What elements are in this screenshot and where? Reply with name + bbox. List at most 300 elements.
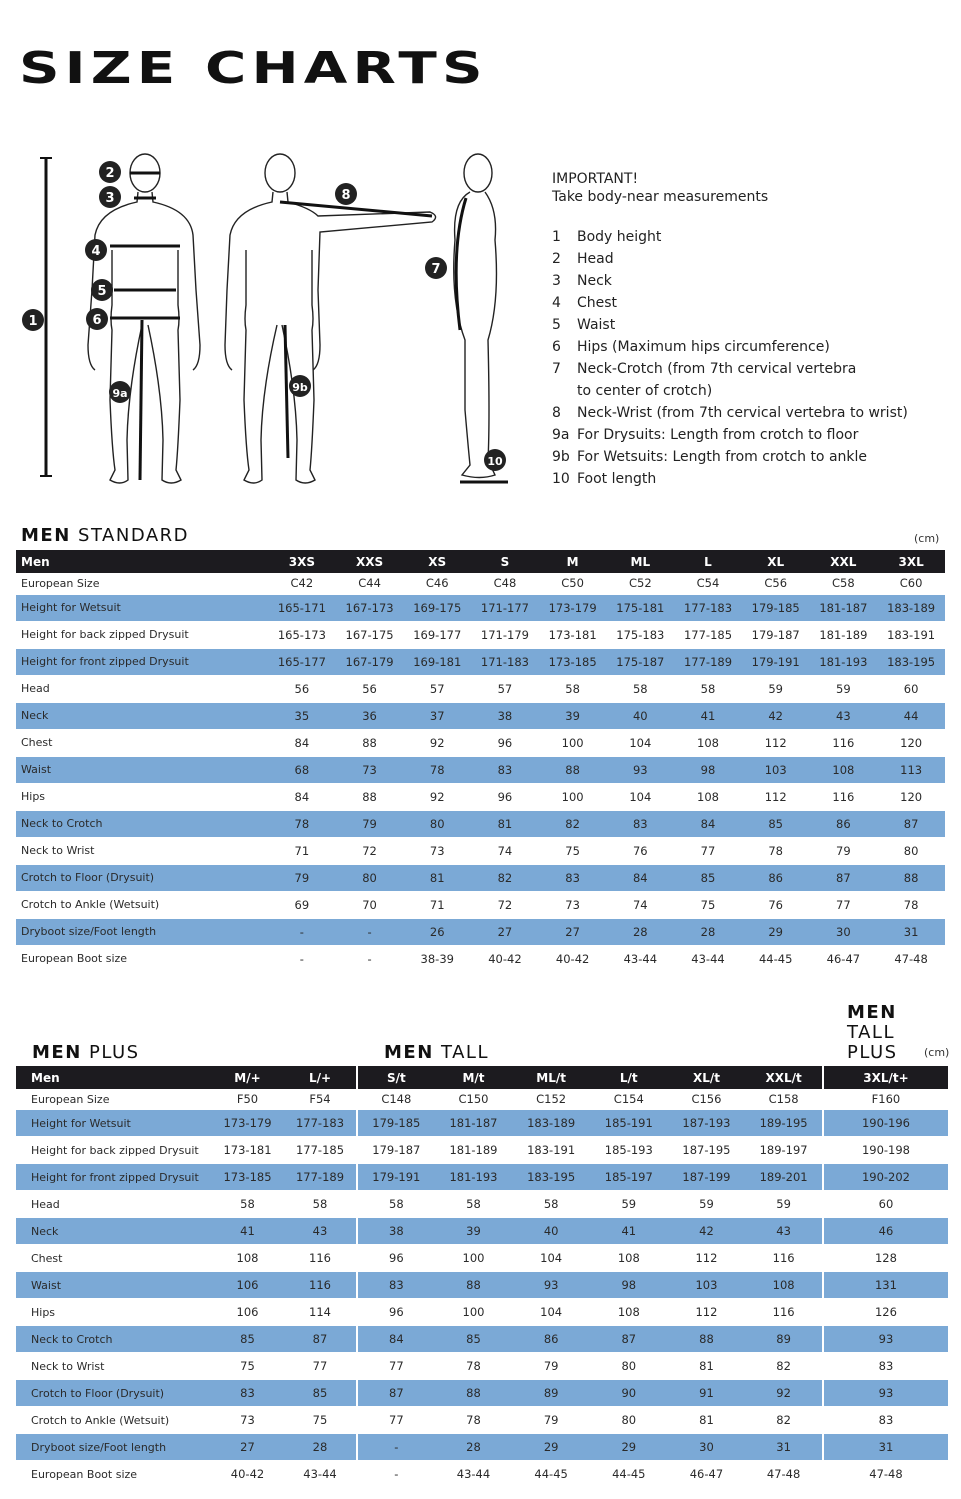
table-cell: 85 (674, 864, 742, 891)
plus-cell: 173-185 (211, 1164, 284, 1191)
tall-cell: 58 (435, 1191, 513, 1218)
tall-cell: 80 (590, 1407, 668, 1434)
legend-text: Waist (577, 317, 616, 333)
table-cell: 36 (336, 702, 404, 729)
tall-cell: 187-193 (668, 1110, 746, 1137)
table-row (16, 675, 945, 702)
row-label: Head (16, 675, 268, 702)
tall-cell: C150 (435, 1089, 513, 1110)
legend-number: 6 (552, 339, 561, 355)
row-label: Crotch to Floor (Drysuit) (16, 1380, 211, 1407)
svg-text:6: 6 (92, 313, 102, 328)
page-title: SIZE CHARTS (19, 43, 488, 94)
table-row (16, 837, 945, 864)
table-row (16, 1380, 948, 1407)
legend-number: 9a (552, 427, 570, 443)
legend-item (552, 446, 908, 468)
table-cell: 103 (742, 756, 810, 783)
tall-cell: 81 (668, 1353, 746, 1380)
size-header: XXS (336, 550, 404, 573)
table-cell: 171-177 (471, 594, 539, 621)
table-row (16, 1137, 948, 1164)
marker-9b (289, 375, 311, 397)
table-cell: 77 (810, 891, 878, 918)
row-label: Height for front zipped Drysuit (16, 648, 268, 675)
table-cell: 169-181 (403, 648, 471, 675)
marker-5 (91, 279, 113, 301)
plus-cell: 87 (284, 1326, 357, 1353)
legend-text: Neck-Crotch (from 7th cervical vertebra (577, 361, 857, 377)
table-row (16, 573, 945, 594)
tall-cell: 112 (668, 1299, 746, 1326)
table-cell: 93 (606, 756, 674, 783)
table-cell: 80 (403, 810, 471, 837)
row-label: Dryboot size/Foot length (16, 1434, 211, 1461)
table-cell: 120 (877, 783, 945, 810)
plus-cell: F50 (211, 1089, 284, 1110)
table-cell: 44 (877, 702, 945, 729)
legend-text: For Wetsuits: Length from crotch to ankle (577, 449, 868, 465)
table-cell: 108 (674, 729, 742, 756)
tall-cell: 39 (435, 1218, 513, 1245)
table-cell: C56 (742, 573, 810, 594)
tall-cell: 82 (745, 1353, 823, 1380)
table-cell: 82 (471, 864, 539, 891)
tall-cell: 100 (435, 1299, 513, 1326)
table-cell: - (336, 918, 404, 945)
size-header: 3XL (877, 550, 945, 573)
table-cell: 177-189 (674, 648, 742, 675)
tall-cell: 78 (435, 1353, 513, 1380)
table-cell: C46 (403, 573, 471, 594)
row-label: Crotch to Floor (Drysuit) (16, 864, 268, 891)
table-cell: 29 (742, 918, 810, 945)
tall-cell: 59 (745, 1191, 823, 1218)
tall-cell: 82 (745, 1407, 823, 1434)
table-cell: 88 (539, 756, 607, 783)
row-label: Height for back zipped Drysuit (16, 621, 268, 648)
legend-item (552, 358, 908, 380)
legend-number (552, 380, 577, 402)
tall-cell: 47-48 (745, 1461, 823, 1488)
tall-cell: 179-187 (357, 1137, 435, 1164)
tall-cell: 30 (668, 1434, 746, 1461)
table-cell: 167-175 (336, 621, 404, 648)
row-label: Neck (16, 702, 268, 729)
tall-cell: 108 (745, 1272, 823, 1299)
legend-text: Body height (577, 229, 662, 245)
table-cell: 27 (539, 918, 607, 945)
table-cell: 68 (268, 756, 336, 783)
size-header: S (471, 550, 539, 573)
tall-cell: 90 (590, 1380, 668, 1407)
table-cell: 179-185 (742, 594, 810, 621)
table-cell: 43 (810, 702, 878, 729)
plus-cell: 108 (211, 1245, 284, 1272)
table-cell: 173-181 (539, 621, 607, 648)
table-cell: 41 (674, 702, 742, 729)
table-cell: 80 (877, 837, 945, 864)
table-corner-header: Men (16, 550, 268, 573)
table-cell: 171-183 (471, 648, 539, 675)
table-cell: 181-187 (810, 594, 878, 621)
table-row (16, 1272, 948, 1299)
table-cell: 177-185 (674, 621, 742, 648)
plus-cell: 85 (211, 1326, 284, 1353)
tall-cell: 41 (590, 1218, 668, 1245)
tall-cell: 31 (745, 1434, 823, 1461)
size-header: L (674, 550, 742, 573)
tall-cell: 183-189 (512, 1110, 590, 1137)
table-cell: 79 (336, 810, 404, 837)
plus-cell: 27 (211, 1434, 284, 1461)
table-row (16, 702, 945, 729)
table-cell: 43-44 (674, 945, 742, 972)
table-cell: 60 (877, 675, 945, 702)
table-cell: 46-47 (810, 945, 878, 972)
table-cell: 175-181 (606, 594, 674, 621)
tall-cell: 58 (357, 1191, 435, 1218)
row-label: Height for Wetsuit (16, 1110, 211, 1137)
plus-cell: 106 (211, 1299, 284, 1326)
row-label: Crotch to Ankle (Wetsuit) (16, 891, 268, 918)
tall-cell: 112 (668, 1245, 746, 1272)
table-cell: - (268, 918, 336, 945)
tallplus-cell: 190-196 (823, 1110, 948, 1137)
tall-cell: 43-44 (435, 1461, 513, 1488)
table-cell: 169-177 (403, 621, 471, 648)
tallplus-cell: 131 (823, 1272, 948, 1299)
tall-size-header: S/t (357, 1066, 435, 1089)
tall-cell: 104 (512, 1299, 590, 1326)
table-cell: 71 (268, 837, 336, 864)
tall-cell: 103 (668, 1272, 746, 1299)
table-cell: 73 (403, 837, 471, 864)
table-cell: - (268, 945, 336, 972)
legend-text: Hips (Maximum hips circumference) (577, 339, 830, 355)
row-label: Neck to Crotch (16, 810, 268, 837)
table-row (16, 729, 945, 756)
row-label: Height for back zipped Drysuit (16, 1137, 211, 1164)
tall-cell: 44-45 (512, 1461, 590, 1488)
tall-cell: 187-199 (668, 1164, 746, 1191)
tall-cell: 44-45 (590, 1461, 668, 1488)
table-row (16, 810, 945, 837)
plus-cell: 116 (284, 1245, 357, 1272)
table-cell: 69 (268, 891, 336, 918)
table-cell: 76 (606, 837, 674, 864)
table-cell: 72 (471, 891, 539, 918)
legend-number: 9b (552, 449, 570, 465)
extended-unit: (cm) (924, 1046, 950, 1059)
row-label: Waist (16, 1272, 211, 1299)
tallplus-cell: 47-48 (823, 1461, 948, 1488)
table-row (16, 1407, 948, 1434)
table-cell: 77 (674, 837, 742, 864)
tall-cell: 83 (357, 1272, 435, 1299)
svg-text:4: 4 (91, 244, 101, 259)
marker-9a (109, 381, 131, 403)
row-label: Dryboot size/Foot length (16, 918, 268, 945)
table-cell: 86 (810, 810, 878, 837)
legend-text: Foot length (577, 471, 657, 487)
svg-text:9a: 9a (112, 387, 128, 400)
tallplus-cell: 46 (823, 1218, 948, 1245)
tall-cell: 29 (590, 1434, 668, 1461)
tall-cell: 183-191 (512, 1137, 590, 1164)
size-header: XS (403, 550, 471, 573)
table-row (16, 864, 945, 891)
table-cell: 40-42 (471, 945, 539, 972)
tall-size-header: L/t (590, 1066, 668, 1089)
row-label: Head (16, 1191, 211, 1218)
table-cell: 37 (403, 702, 471, 729)
tall-cell: 78 (435, 1407, 513, 1434)
table-cell: 44-45 (742, 945, 810, 972)
table-cell: 84 (268, 783, 336, 810)
table-cell: 108 (674, 783, 742, 810)
svg-text:2: 2 (105, 166, 115, 181)
tallplus-cell: 126 (823, 1299, 948, 1326)
table-row (16, 1353, 948, 1380)
tall-cell: 104 (512, 1245, 590, 1272)
plus-cell: 43 (284, 1218, 357, 1245)
table-cell: 70 (336, 891, 404, 918)
legend-item (552, 292, 908, 314)
table-cell: 108 (810, 756, 878, 783)
table-cell: 171-179 (471, 621, 539, 648)
table-cell: 116 (810, 783, 878, 810)
tall-cell: 28 (435, 1434, 513, 1461)
table-cell: 179-187 (742, 621, 810, 648)
legend-item (552, 314, 908, 336)
legend-item (552, 424, 908, 446)
tall-cell: 77 (357, 1353, 435, 1380)
table-cell: 104 (606, 729, 674, 756)
table-cell: C60 (877, 573, 945, 594)
tall-cell: C148 (357, 1089, 435, 1110)
plus-size-header: L/+ (284, 1066, 357, 1089)
plus-cell: 173-179 (211, 1110, 284, 1137)
plus-cell: 58 (211, 1191, 284, 1218)
table-cell: 173-185 (539, 648, 607, 675)
legend-item (552, 336, 908, 358)
marker-3 (99, 186, 121, 208)
table-cell: 92 (403, 783, 471, 810)
table-cell: 175-187 (606, 648, 674, 675)
tallplus-cell: 93 (823, 1326, 948, 1353)
size-header: 3XS (268, 550, 336, 573)
table-cell: 183-189 (877, 594, 945, 621)
table-cell: C52 (606, 573, 674, 594)
table-cell: 59 (742, 675, 810, 702)
table-row (16, 1299, 948, 1326)
svg-text:9b: 9b (292, 381, 308, 394)
important-note (552, 170, 768, 206)
tall-section-title: MEN TALL (384, 1042, 489, 1063)
table-cell: 82 (539, 810, 607, 837)
plus-cell: 41 (211, 1218, 284, 1245)
table-row (16, 1434, 948, 1461)
table-row (16, 756, 945, 783)
tall-cell: C156 (668, 1089, 746, 1110)
tall-cell: 59 (668, 1191, 746, 1218)
tall-size-header: M/t (435, 1066, 513, 1089)
table-cell: 56 (268, 675, 336, 702)
tall-cell: 88 (435, 1272, 513, 1299)
tall-cell: 187-195 (668, 1137, 746, 1164)
table-row (16, 648, 945, 675)
tall-cell: 79 (512, 1353, 590, 1380)
table-row (16, 945, 945, 972)
row-label: Chest (16, 729, 268, 756)
table-cell: 92 (403, 729, 471, 756)
plus-section-title: MEN PLUS (32, 1042, 140, 1063)
size-header: ML (606, 550, 674, 573)
tall-size-header: ML/t (512, 1066, 590, 1089)
table-cell: 78 (877, 891, 945, 918)
tall-cell: 179-185 (357, 1110, 435, 1137)
tallplus-cell: 60 (823, 1191, 948, 1218)
tall-cell: 85 (435, 1326, 513, 1353)
table-cell: 85 (742, 810, 810, 837)
table-cell: 165-173 (268, 621, 336, 648)
table-cell: - (336, 945, 404, 972)
plus-cell: 173-181 (211, 1137, 284, 1164)
plus-cell: 75 (211, 1353, 284, 1380)
table-cell: 169-175 (403, 594, 471, 621)
table-cell: 87 (810, 864, 878, 891)
table-cell: 78 (403, 756, 471, 783)
table-row (16, 1089, 948, 1110)
svg-text:3: 3 (105, 191, 115, 206)
table-cell: 120 (877, 729, 945, 756)
table-cell: 27 (471, 918, 539, 945)
table-row (16, 1461, 948, 1488)
table-cell: 88 (877, 864, 945, 891)
table-row (16, 1164, 948, 1191)
plus-cell: 177-185 (284, 1137, 357, 1164)
plus-cell: 106 (211, 1272, 284, 1299)
svg-text:5: 5 (97, 284, 107, 299)
plus-cell: F54 (284, 1089, 357, 1110)
tall-cell: C154 (590, 1089, 668, 1110)
table-cell: 165-177 (268, 648, 336, 675)
tall-cell: 98 (590, 1272, 668, 1299)
tallplus-cell: 83 (823, 1407, 948, 1434)
table-cell: 87 (877, 810, 945, 837)
table-cell: 112 (742, 729, 810, 756)
tall-cell: 42 (668, 1218, 746, 1245)
table-cell: 83 (471, 756, 539, 783)
table-cell: 100 (539, 783, 607, 810)
row-label: European Size (16, 1089, 211, 1110)
tall-cell: 116 (745, 1245, 823, 1272)
table-cell: 112 (742, 783, 810, 810)
table-cell: 31 (877, 918, 945, 945)
table-cell: 59 (810, 675, 878, 702)
row-label: Chest (16, 1245, 211, 1272)
table-cell: C48 (471, 573, 539, 594)
row-label: Neck to Crotch (16, 1326, 211, 1353)
table-cell: 83 (539, 864, 607, 891)
legend-number: 7 (552, 361, 561, 377)
table-cell: 175-183 (606, 621, 674, 648)
marker-2 (99, 161, 121, 183)
tall-cell: 185-197 (590, 1164, 668, 1191)
table-cell: 98 (674, 756, 742, 783)
plus-cell: 43-44 (284, 1461, 357, 1488)
tall-cell: 87 (357, 1380, 435, 1407)
table-cell: 78 (268, 810, 336, 837)
size-header: M (539, 550, 607, 573)
legend-text: Neck (577, 273, 612, 289)
tall-cell: 46-47 (668, 1461, 746, 1488)
table-cell: 76 (742, 891, 810, 918)
tall-cell: 181-193 (435, 1164, 513, 1191)
tall-cell: 189-201 (745, 1164, 823, 1191)
plus-cell: 58 (284, 1191, 357, 1218)
table-row (16, 891, 945, 918)
table-cell: 30 (810, 918, 878, 945)
table-row (16, 783, 945, 810)
legend-number: 2 (552, 251, 561, 267)
table-cell: 88 (336, 729, 404, 756)
tallplus-cell: 83 (823, 1353, 948, 1380)
marker-7 (425, 257, 447, 279)
tallplus-section-title: MEN TALL PLUS (847, 1002, 898, 1063)
men-plus-tall-table (16, 1066, 948, 1488)
plus-cell: 85 (284, 1380, 357, 1407)
row-label: Neck to Wrist (16, 837, 268, 864)
table-cell: 74 (606, 891, 674, 918)
tallplus-cell: 31 (823, 1434, 948, 1461)
size-header: XL (742, 550, 810, 573)
marker-4 (85, 239, 107, 261)
table-cell: 40 (606, 702, 674, 729)
men-standard-table (16, 550, 945, 973)
table-cell: C58 (810, 573, 878, 594)
tall-cell: 92 (745, 1380, 823, 1407)
tall-size-header: XXL/t (745, 1066, 823, 1089)
row-label: Waist (16, 756, 268, 783)
row-label: European Boot size (16, 1461, 211, 1488)
legend-number: 1 (552, 229, 561, 245)
svg-text:8: 8 (341, 188, 351, 203)
table-cell: 56 (336, 675, 404, 702)
table-cell: 79 (268, 864, 336, 891)
tall-cell: 189-197 (745, 1137, 823, 1164)
table-cell: 100 (539, 729, 607, 756)
table-cell: C50 (539, 573, 607, 594)
table-cell: 43-44 (606, 945, 674, 972)
plus-cell: 77 (284, 1353, 357, 1380)
tall-cell: - (357, 1461, 435, 1488)
table-cell: 104 (606, 783, 674, 810)
legend-number: 5 (552, 317, 561, 333)
tall-cell: 88 (668, 1326, 746, 1353)
tall-cell: 179-191 (357, 1164, 435, 1191)
table-cell: 28 (674, 918, 742, 945)
tall-cell: 88 (435, 1380, 513, 1407)
plus-cell: 83 (211, 1380, 284, 1407)
marker-1 (22, 309, 44, 331)
table-cell: 57 (471, 675, 539, 702)
table-cell: 40-42 (539, 945, 607, 972)
tallplus-cell: 190-202 (823, 1164, 948, 1191)
tall-cell: 116 (745, 1299, 823, 1326)
row-label: Neck (16, 1218, 211, 1245)
